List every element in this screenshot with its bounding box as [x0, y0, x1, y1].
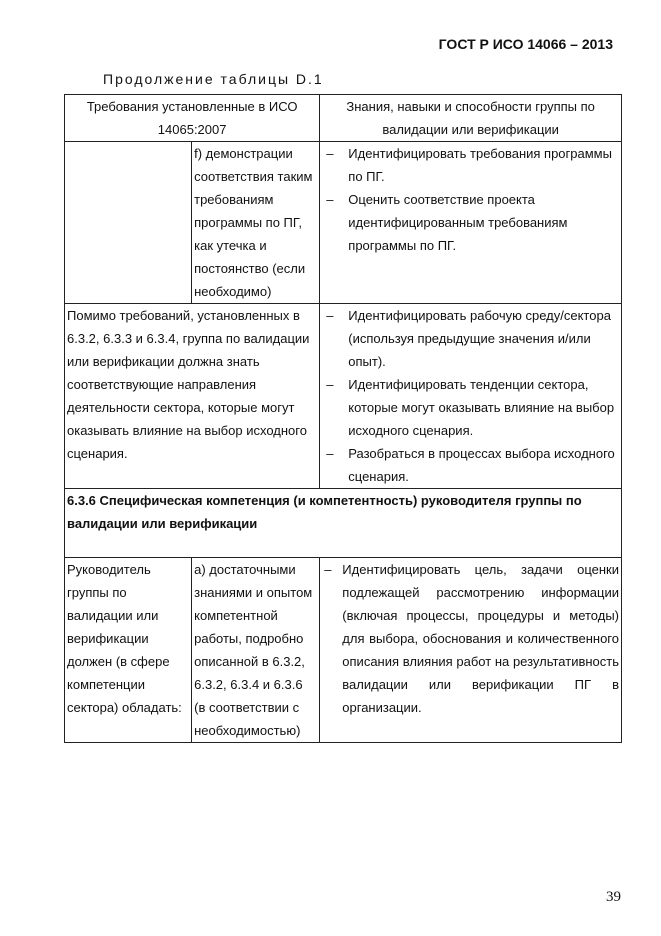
document-header: ГОСТ Р ИСО 14066 – 2013: [438, 36, 613, 52]
section-heading-row: [65, 489, 622, 558]
requirement-text: Помимо требований, установленных в 6.3.2, 6.3.3 и 6.3.4, группа по валидации или верификации должна знать соответствующие направления деятельности сектора, которые могут оказывать влияние на выбор исходного сценария.: [65, 304, 320, 489]
section-heading: 6.3.6 Специфическая компетенция (и компетентность) руководителя группы по валидации или верификации: [65, 489, 622, 558]
list-item: – Идентифицировать тенденции сектора, которые могут оказывать влияние на выбор исходного сценария.: [322, 373, 619, 442]
list-item: – Оценить соответствие проекта идентифицированным требованиям программы по ПГ.: [322, 188, 619, 257]
table-row: [65, 142, 622, 304]
table-caption: Продолжение таблицы D.1: [103, 71, 324, 87]
table-row: [65, 304, 622, 489]
list-item: – Идентифицировать цель, задачи оценки подлежащей рассмотрению информации (включая процессы, процедуры и методы) для выбора, обоснования и количественного описания влияния работ на результативность валидации или верификации ПГ в организации.: [322, 558, 619, 719]
knowledge-cell: [320, 142, 622, 304]
requirement-subitem: a) достаточными знаниями и опытом компетентной работы, подробно описанной в 6.3.2, 6.3.2, 6.3.4 и 6.3.6 (в соответствии с необходимостью): [192, 558, 320, 743]
header-knowledge: Знания, навыки и способности группы по валидации или верификации: [320, 95, 622, 142]
table-row: [65, 558, 622, 743]
empty-cell: [65, 142, 192, 304]
knowledge-cell: [320, 558, 622, 743]
list-item: – Разобраться в процессах выбора исходного сценария.: [322, 442, 619, 488]
knowledge-cell: [320, 304, 622, 489]
list-item: – Идентифицировать требования программы по ПГ.: [322, 142, 619, 188]
list-item: – Идентифицировать рабочую среду/сектора (используя предыдущие значения и/или опыт).: [322, 304, 619, 373]
header-requirements: Требования установленные в ИСО 14065:2007: [65, 95, 320, 142]
requirement-subitem: f) демонстрации соответствия таким требованиям программы по ПГ, как утечка и постоянство (если необходимо): [192, 142, 320, 304]
table-header-row: [65, 95, 622, 142]
requirements-table: [64, 94, 622, 743]
requirement-text: Руководитель группы по валидации или верификации должен (в сфере компетенции сектора) обладать:: [65, 558, 192, 743]
page-number: 39: [606, 889, 621, 905]
